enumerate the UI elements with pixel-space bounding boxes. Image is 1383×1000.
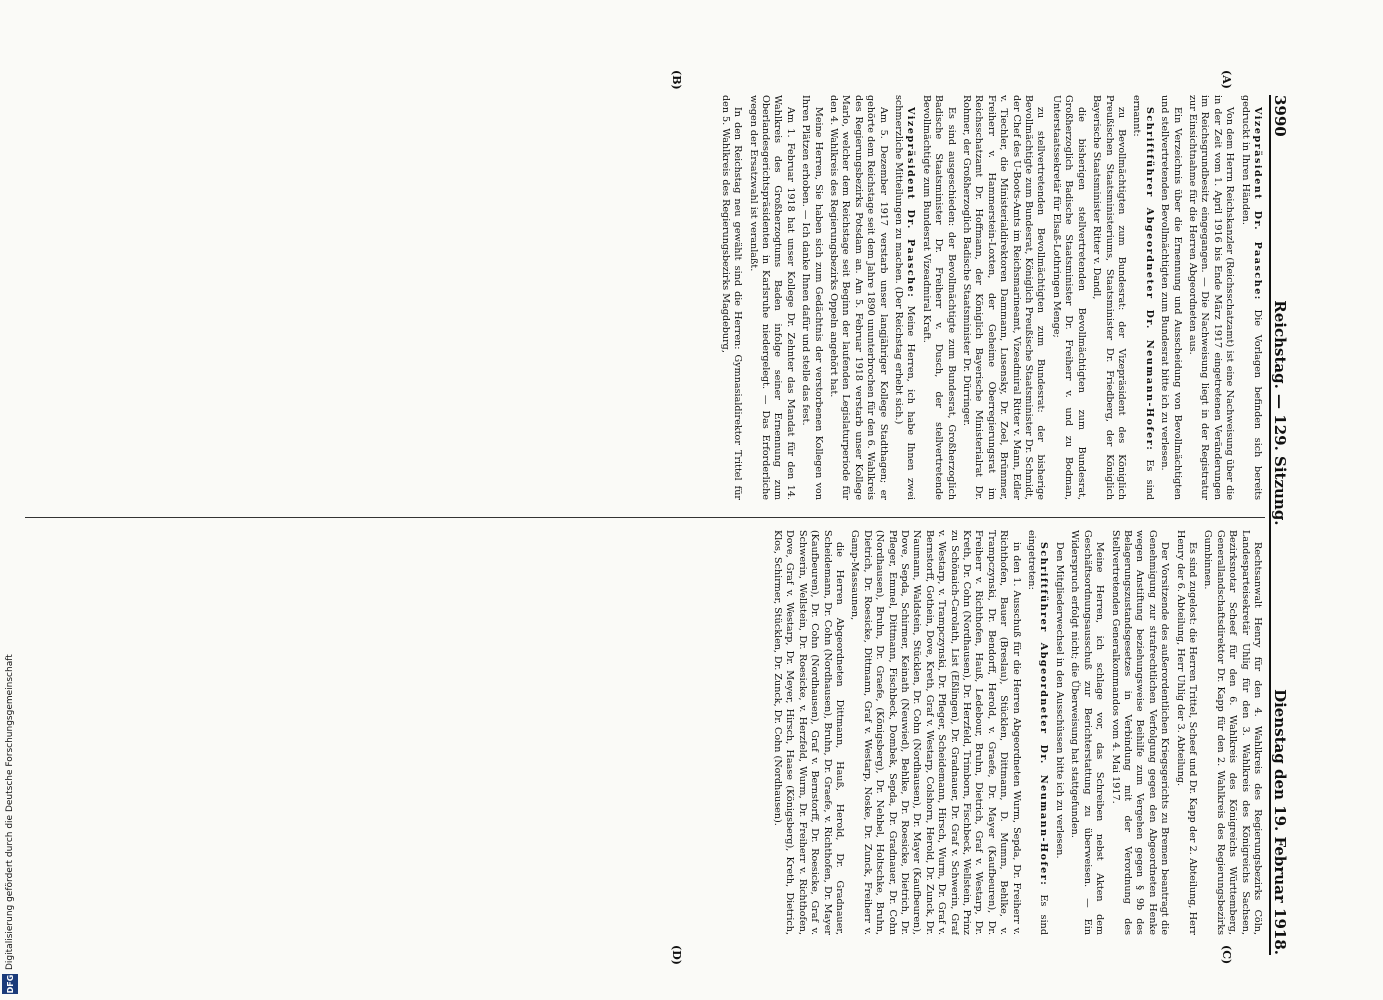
paragraph-text: in den 1. Ausschuß für die Herren Abgeordneten Wurm, Sepda, Dr. Freiherr v. Richthofen, Bauer (Breslau), Stücklen, Dittmann, D. Mumm, Behlke, v. Trampczynski, Dr. Bendorff, Herold, v. Graefe, Dr. Mayer (Kaufbeuren), Dr. Freiherr v. Richthofen, Hauß, Ledebour, Bruhn, Dietrich, Graf v. Westarp, Dr. Kreth, Dr. Cohn (Nordhausen), Dr. Herzfeld, Trimborn, Fischbeck, Wellstein, Prinz zu Schönaich-Carolath, List (Eßlingen), Dr. Gradnauer, Dr. Graf v. Schwerin, Graf v. Westarp, v. Trampczynski, Dr. Pfleger, Scheidemann, Hirsch, Wurm, Dr. Graf v. Bernstorff, Gothein, Dove, Kreth, Graf v. Westarp, Colshorn, Herold, Dr. Zunck, Dr. Naumann, Waldstein, Stücklen, Dr. Cohn (Nordhausen), Dr. Mayer (Kaufbeuren), Dove, Sepda, Schirmer, Keinath (Neuwied), Behlke, Dr. Roesicke, Dietrich, Dr. Pfleger, Emmel, Dittmann, Fischbeck, Dombek, Sepda, Dr. Gradnauer, Dr. Cohn (Nordhausen), Bruhn, Dr. Graefe, (Königsberg), Dr. Nehbel, Holtschke, Bruhn, Dietrich, Dr. Roesicke, Dittmann, Graf v. Westarp, Noske, Dr. Zunck, Freiherr v. Gamp-Massaunen, xyxy=(849,530,1022,935)
paragraph-text: Von dem Herrn Reichskanzler (Reichsschatzamt) ist eine Nachweisung über die in der Zeit vom 1. April 1916 bis Ende März 1917 eingetretenen Veränderungen im Reichsgrundbesitz eingegangen. — Die Nachweisung liegt in der Registratur zur Einsichtnahme für die Herren Abgeordneten aus. xyxy=(1186,95,1236,500)
right-text-column xyxy=(33,530,1263,935)
paragraph-text: Es sind ernannt: xyxy=(1131,95,1155,500)
column-divider xyxy=(25,517,1265,518)
digitization-credit: Digitalisierung gefördert durch die Deutsche Forschungsgemeinschaft xyxy=(5,654,15,970)
paragraph xyxy=(1108,530,1170,935)
paragraph-text: die bisherigen stellvertretenden Bevollmächtigten zum Bundesrat, Großherzoglich Badische Staatsminister Dr. Freiherr v. und zu Bodman, Unterstaatssekretär für Elsaß-Lothringen Menge; xyxy=(1050,95,1087,500)
paragraph-text: Meine Herren, ich schlage vor, das Schreiben nebst Akten dem Geschäftsordnungsausschuß zur Berichterstattung zu überweisen. — Ein Widerspruch erfolgt nicht; die Überweisung hat stattgefunden. xyxy=(1069,530,1106,935)
page-header xyxy=(1269,95,1293,955)
paragraph xyxy=(1025,530,1050,935)
paragraph xyxy=(919,95,956,500)
paragraph xyxy=(718,95,743,500)
paragraph-text: zu stellvertretenden Bevollmächtigten zum Bundesrat: der bisherige Bevollmächtigte zum Bundesrat, Königlich Preußische Staatsminister Dr. Schmidt, der Chef des U-Boots-Amts im Reichsmarineamt, Vizeadmiral Ritter v. Mann, Edler v. Tiechler, die Ministerialdirektoren Dammann, Lusensky, Dr. Zoel, Brümmer, Freiherr v. Hammerstein-Loxten, der Geheime Oberregierungsrat im Reichsschatzamt Dr. Hoffmann, der Königlich Bayerische Ministerialrat Dr. Rohmer, der Großherzoglich Badische Staatsminister Dr. Dürringer. xyxy=(961,95,1047,500)
paragraph-text: Am 1. Februar 1918 hat unser Kollege Dr. Zehnter das Mandat für den 14. Wahlkreis des Großherzogtums Baden infolge seiner Ernennung zum Oberlandesgerichtspräsidenten in Karlsruhe niedergelegt. — Das Erforderliche wegen der Ersatzwahl ist veranlaßt. xyxy=(747,95,796,500)
paragraph xyxy=(827,95,889,500)
paragraph-text: Die Vorlagen befinden sich bereits gedruckt in Ihren Händen. xyxy=(1239,95,1263,500)
session-title: Reichstag. — 129. Sitzung. xyxy=(1271,300,1289,526)
paragraph-text: Es sind ausgeschieden: der Bevollmächtigte zum Bundesrat, Großherzoglich Badische Staatsminister Dr. Freiherr v. Dusch, der stellvertretende Bevollmächtigte zum Bundesrat Vizeadmiral Kraft. xyxy=(920,95,957,500)
paragraph xyxy=(771,530,845,935)
paragraph-text: In den Reichstag neu gewählt sind die Herren: Gymnasialdirektor Trittel für den 5. Wahlkreis des Regierungsbezirks Magdeburg, xyxy=(719,95,744,500)
paragraph xyxy=(848,530,1022,935)
paragraph xyxy=(1050,95,1087,500)
speaker-name: Vizepräsident Dr. Paasche: xyxy=(905,107,917,299)
paragraph-text: zu Bevollmächtigten zum Bundesrat: der Vizepräsident des Königlich Preußischen Staatsministeriums, Staatsminister Dr. Friedberg, der Königlich Bayerische Staatsminister Ritter v. Dandl, xyxy=(1091,95,1127,500)
paragraph xyxy=(1090,95,1127,500)
session-date: Dienstag den 19. Februar 1918. xyxy=(1271,689,1289,955)
footer-credit-strip xyxy=(0,0,28,1000)
paragraph xyxy=(892,95,917,500)
margin-marker-b: (B) xyxy=(670,70,683,90)
paragraph-text: Meine Herren, Sie haben sich zum Gedächtnis der verstorbenen Kollegen von Ihren Plätzen erhoben. — Ich danke Ihnen dafür und stelle das fest. xyxy=(800,95,824,500)
paragraph xyxy=(1173,530,1198,935)
paragraph-text: Am 5. Dezember 1917 verstarb unser langjähriger Kollege Stadthagen; er gehörte dem Reichstage seit dem Jahre 1890 ununterbrochen für den 6. Wahlkreis des Regierungsbezirks Potsdam an. Am 5. Februar 1918 verstarb unser Kollege Marlo, welcher dem Reichstage seit Beginn der laufenden Legislaturperiode für den 4. Wahlkreis des Regierungsbezirks Oppeln angehört hat. xyxy=(828,95,889,500)
paragraph xyxy=(1158,95,1183,500)
paragraph xyxy=(1053,530,1065,935)
paragraph xyxy=(1238,95,1263,500)
paragraph xyxy=(746,95,796,500)
paragraph-text: Meine Herren, ich habe Ihnen zwei schmerzliche Mitteilungen zu machen. (Der Reichstag erhebt sich.) xyxy=(893,95,917,500)
speaker-name: Schriftführer Abgeordneter Dr. Neumann-Hofer: xyxy=(1038,542,1050,887)
paragraph xyxy=(799,95,824,500)
paragraph xyxy=(960,95,1047,500)
margin-marker-d: (D) xyxy=(670,945,683,965)
paragraph xyxy=(1186,95,1236,500)
paragraph xyxy=(1068,530,1105,935)
paragraph-text: Rechtsanwalt Henry für den 4. Wahlkreis des Regierungsbezirks Cöln, Landesparteisekretär Uhlig für den 3. Wahlkreis des Königreichs Sachsen, Bezirksnotar Scheef für den 6. Wahlkreis des Königreichs Württemberg, Generallandschaftsdirektor Dr. Kapp für den 2. Wahlkreis des Regierungsbezirks Gumbinnen. xyxy=(1202,530,1263,935)
paragraph-text: die Herren Abgeordneten Dittmann, Hauß, Herold, Dr. Gradnauer, Scheidemann, Dr. Cohn (Nordhausen), Bruhn, Dr. Graefe, v. Richthofen, Dr. Mayer (Kaufbeuren), Dr. Cohn (Nordhausen), Graf v. Bernstorff, Dr. Roesicke, Graf v. Schwerin, Wellstein, Dr. Roesicke, v. Herzfeld, Wurm, Dr. Freiherr v. Richthofen, Dove, Graf v. Westarp, Dr. Meyer, Hirsch, Haase (Königsberg), Kreth, Dietrich, Klos, Schirmer, Stücklen, Dr. Zunck, Dr. Cohn (Nordhausen). xyxy=(771,530,845,935)
paragraph xyxy=(1201,530,1263,935)
paragraph-text: Den Mitgliederwechsel in den Ausschüssen bitte ich zu verlesen. xyxy=(1053,542,1065,859)
paragraph-text: Der Vorsitzende des außerordentlichen Kriegsgerichts zu Bremen beantragt die Genehmigung zur strafrechtlichen Verfolgung gegen den Abgeordneten Henke wegen Anstiftung beziehungsweise Beihilfe zum Vergehen gegen § 9b des Belagerungszustandsgesetzes in Verbindung mit der Verordnung des Stellvertretenden Generalkommandos vom 4. Mai 1917. xyxy=(1109,530,1171,935)
margin-marker-c: (C) xyxy=(1220,945,1233,965)
margin-marker-a: (A) xyxy=(1220,70,1233,89)
page-number: 3990 xyxy=(1271,95,1289,137)
speaker-name: Schriftführer Abgeordneter Dr. Neumann-Hofer: xyxy=(1143,107,1155,452)
paragraph-text: Es sind eingetreten: xyxy=(1026,530,1050,935)
left-text-column xyxy=(33,95,1263,500)
speaker-name: Vizepräsident Dr. Paasche: xyxy=(1252,107,1263,301)
dfg-logo: DFG xyxy=(2,974,18,994)
paragraph xyxy=(1130,95,1155,500)
paragraph-text: Es sind zugelost: die Herren Trittel, Scheef und Dr. Kapp der 2. Abteilung, Herr Henry der 6. Abteilung, Herr Uhlig der 3. Abteilung. xyxy=(1174,530,1198,935)
paragraph-text: Ein Verzeichnis über die Ernennung und Ausscheidung von Bevollmächtigten und stellvertretenden Bevollmächtigten zum Bundesrat bitte ich zu verlesen. xyxy=(1159,95,1183,500)
